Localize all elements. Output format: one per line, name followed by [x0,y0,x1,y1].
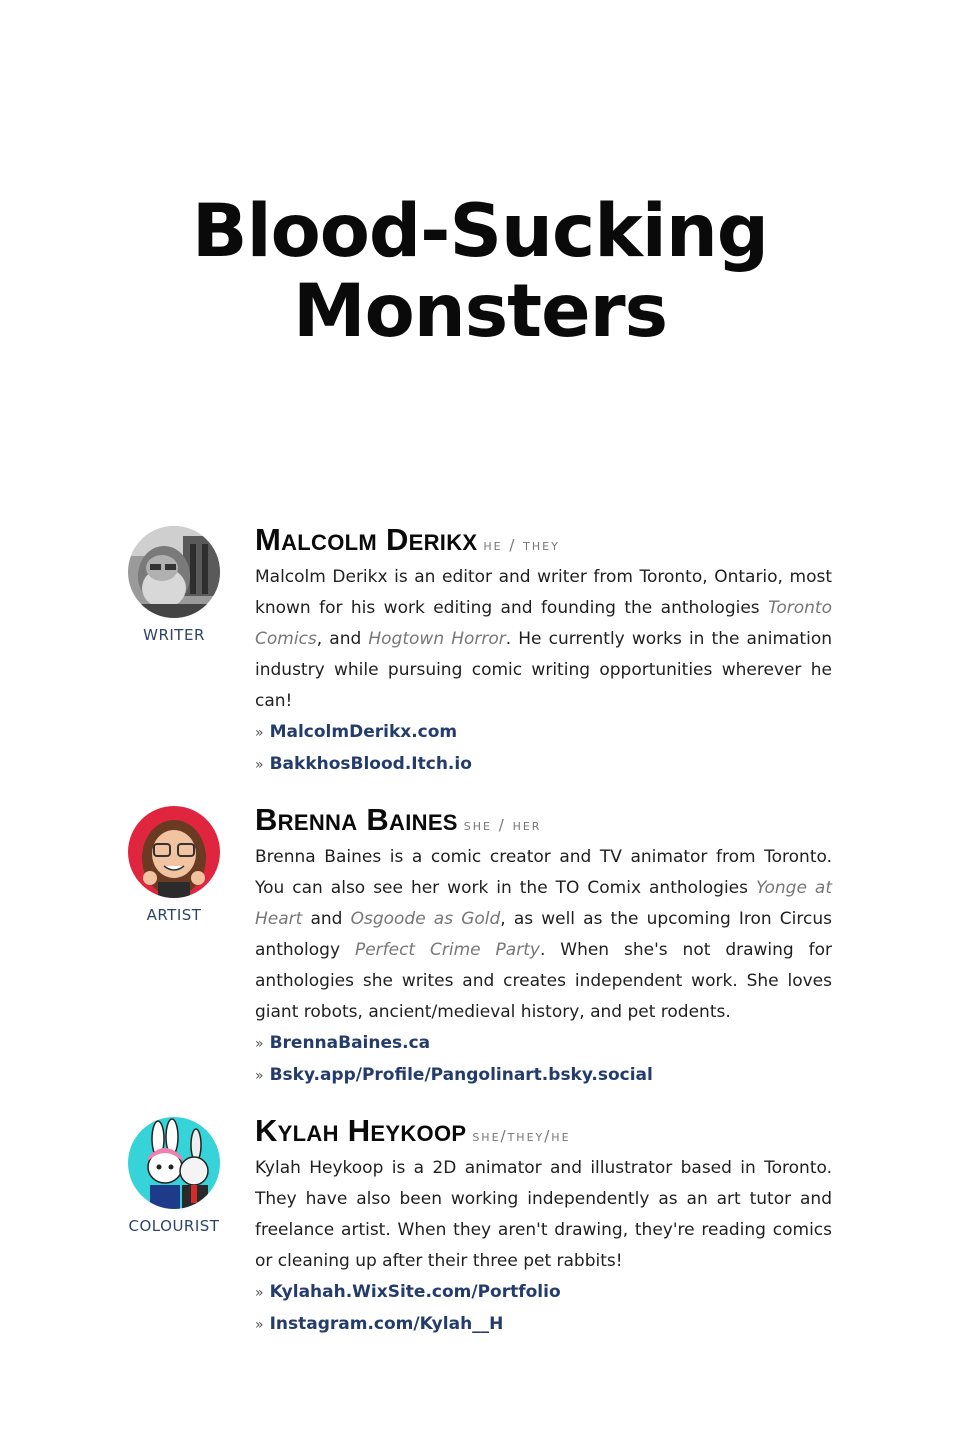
avatar-column [128,806,220,924]
name-last: Baines [366,802,458,837]
link-marker-icon: » [255,1285,264,1301]
bio-italic: Perfect Crime Party [354,940,540,960]
link-label: Kylahah.WixSite.com/Portfolio [269,1282,561,1302]
creator-text [255,522,832,781]
role-label: WRITER [143,626,205,644]
bio-italic: Hogtown Horror [368,629,506,649]
avatar-malcolm [128,526,220,618]
link-label: BakkhosBlood.Itch.io [269,754,472,774]
bio-italic: Yonge at Heart [255,878,832,929]
portfolio-link[interactable] [255,1277,832,1309]
pronouns: she / her [463,816,542,834]
bio-text: Malcolm Derikx is an editor and writer from Toronto, Ontario, most known for his work editing and founding the anthologies [255,567,832,618]
creator-bio [255,1153,832,1277]
bio-text: Kylah Heykoop is a 2D animator and illustrator based in Toronto. They have also been working independently as an art tutor and freelance artist. When they aren't drawing, they're reading comics or cleaning up after their three pet rabbits! [255,1158,832,1271]
link-marker-icon: » [255,1036,264,1052]
bluesky-link[interactable] [255,1060,832,1092]
creator-text [255,802,832,1092]
pronouns: he / they [483,536,560,554]
name-first: Brenna [255,802,358,837]
page-title [0,189,960,354]
link-marker-icon: » [255,1068,264,1084]
name-first: Kylah [255,1113,339,1148]
creator-name [255,522,477,557]
link-label: MalcolmDerikx.com [269,722,458,742]
name-last: Heykoop [347,1113,467,1148]
bio-text: . He currently works in the animation industry while pursuing comic writing opportunities wherever he can! [255,629,833,711]
website-link[interactable] [255,1028,832,1060]
website-link[interactable] [255,717,832,749]
title-line-2: Monsters [292,269,668,354]
role-label: COLOURIST [128,1217,220,1235]
name-first: Malcolm [255,522,378,557]
creator-bio [255,842,832,1028]
name-last: Derikx [385,522,478,557]
bio-text: and [302,909,351,929]
link-label: Instagram.com/Kylah__H [269,1314,504,1334]
bio-italic: Osgoode as Gold [350,909,501,929]
instagram-link[interactable] [255,1309,832,1341]
title-line-1: Blood-Sucking [191,189,769,274]
link-label: Bsky.app/Profile/Pangolinart.bsky.social [269,1065,653,1085]
creator-text [255,1113,832,1341]
name-line [255,802,832,842]
itch-link[interactable] [255,749,832,781]
creator-name [255,802,458,837]
avatar-kylah [128,1117,220,1209]
bio-text: . When she's not drawing for anthologies she writes and creates independent work. She loves giant robots, ancient/medieval history, and pet rodents. [255,940,833,1022]
pronouns: she/they/he [472,1127,571,1145]
bio-italic: Toronto Comics [255,598,832,649]
name-line [255,1113,832,1153]
avatar-column [128,526,220,644]
link-marker-icon: » [255,1317,264,1333]
name-line [255,522,832,562]
creator-bio [255,562,832,717]
link-marker-icon: » [255,725,264,741]
avatar-column [128,1117,220,1235]
bio-text: , and [316,629,369,649]
link-marker-icon: » [255,757,264,773]
bio-text: Brenna Baines is a comic creator and TV animator from Toronto. You can also see her work in the TO Comix anthologies [255,847,832,898]
link-label: BrennaBaines.ca [269,1033,431,1053]
avatar-brenna [128,806,220,898]
role-label: ARTIST [146,906,202,924]
bio-text: , as well as the upcoming Iron Circus anthology [255,909,832,960]
creator-name [255,1113,466,1148]
